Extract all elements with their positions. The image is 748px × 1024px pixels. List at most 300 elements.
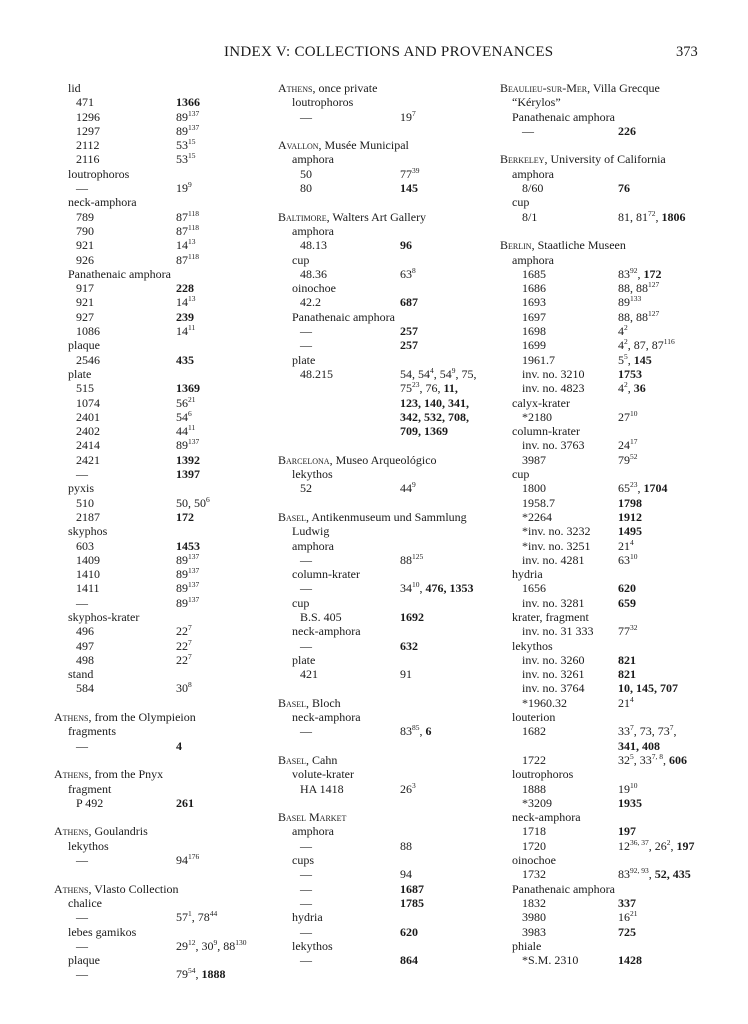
vase-type-label: lebes gamikos — [68, 924, 137, 939]
inventory-number: — — [76, 853, 88, 868]
inventory-item — [278, 553, 492, 567]
page-references: 1692 — [400, 609, 424, 624]
vase-type-label: hydria — [512, 567, 543, 582]
inventory-item — [54, 681, 254, 695]
page-references: 1369 — [176, 381, 200, 396]
page-references: $53^{15}$ — [176, 151, 196, 167]
inventory-item — [54, 438, 254, 452]
page-references: 91 — [400, 667, 412, 682]
vase-type-label: loutrophoros — [512, 767, 574, 782]
inventory-item — [54, 639, 254, 653]
vase-type-label: neck-amphora — [292, 710, 361, 725]
inventory-item — [500, 753, 720, 767]
inventory-number: 3980 — [522, 910, 546, 925]
vase-type — [278, 910, 492, 924]
vase-type — [54, 267, 254, 281]
vase-type-label: plaque — [68, 338, 100, 353]
inventory-item — [278, 610, 492, 624]
inventory-number: — — [300, 324, 312, 339]
page-references: $79^{52}$ — [618, 451, 638, 467]
vase-type — [278, 767, 492, 781]
vase-type-label: neck-amphora — [292, 624, 361, 639]
page-references: 1798 — [618, 495, 642, 510]
inventory-item — [54, 553, 254, 567]
inventory-number: *2180 — [522, 409, 552, 424]
collection-name: Baltimore, Walters Art Gallery — [278, 209, 427, 224]
inventory-number: 497 — [76, 638, 94, 653]
inventory-number: — — [300, 895, 312, 910]
collection-name: Barcelona, Museo Arqueológico — [278, 452, 437, 467]
vase-type-label: column-krater — [512, 424, 580, 439]
page-references: $30^8$ — [176, 680, 192, 696]
inventory-number: — — [300, 881, 312, 896]
vase-type — [500, 853, 720, 867]
collection-heading — [500, 81, 720, 95]
inventory-item — [54, 110, 254, 124]
collection-name: Athens, from the Olympieion — [54, 710, 196, 725]
page-references: 341, 408 — [618, 738, 660, 753]
entry-spacer — [278, 124, 492, 138]
inventory-number: 8/1 — [522, 209, 538, 224]
vase-type-label: oinochoe — [292, 281, 336, 296]
vase-type — [500, 639, 720, 653]
inventory-number: *2264 — [522, 509, 552, 524]
inventory-item — [54, 910, 254, 924]
page-references: $94^{176}$ — [176, 852, 200, 868]
vase-type-label: cup — [292, 252, 310, 267]
inventory-item — [500, 410, 720, 424]
vase-type — [278, 710, 492, 724]
inventory-number: 603 — [76, 538, 94, 553]
inventory-item — [54, 496, 254, 510]
inventory-number: 1720 — [522, 838, 546, 853]
vase-type — [500, 110, 720, 124]
inventory-number: 1958.7 — [522, 495, 555, 510]
inventory-item — [54, 581, 254, 595]
page-references: 50, $50^6$ — [176, 494, 210, 510]
entry-spacer — [500, 138, 720, 152]
inventory-item — [500, 896, 720, 910]
inventory-item — [500, 839, 720, 853]
inventory-number: B.S. 405 — [300, 609, 342, 624]
inventory-item — [278, 396, 492, 410]
inventory-number: 926 — [76, 252, 94, 267]
page-references: $14^{13}$ — [176, 294, 196, 310]
vase-type — [278, 653, 492, 667]
vase-type — [54, 524, 254, 538]
page-references: 1912 — [618, 509, 642, 524]
inventory-item — [500, 581, 720, 595]
inventory-item — [500, 910, 720, 924]
entry-spacer — [54, 867, 254, 881]
page-references: 257 — [400, 338, 418, 353]
inventory-number: 1656 — [522, 581, 546, 596]
vase-type-label: volute-krater — [292, 767, 354, 782]
page-references: $14^{11}$ — [176, 323, 196, 339]
page-references: 1687 — [400, 881, 424, 896]
vase-type — [278, 567, 492, 581]
inventory-number: — — [76, 910, 88, 925]
inventory-number: 8/60 — [522, 181, 544, 196]
page-references: 88 — [400, 838, 412, 853]
vase-type — [500, 396, 720, 410]
inventory-item — [500, 667, 720, 681]
inventory-item — [500, 953, 720, 967]
entry-spacer — [278, 438, 492, 452]
vase-type-label: column-krater — [292, 567, 360, 582]
vase-type — [278, 224, 492, 238]
inventory-item — [54, 353, 254, 367]
inventory-item — [54, 510, 254, 524]
page-references: 821 — [618, 667, 636, 682]
inventory-number: — — [76, 967, 88, 982]
inventory-number: — — [76, 467, 88, 482]
vase-type-label: “Kérylos” — [512, 95, 561, 110]
inventory-item — [54, 181, 254, 195]
vase-type — [54, 896, 254, 910]
inventory-item — [500, 267, 720, 281]
vase-type-label: plate — [292, 352, 316, 367]
page-references: $87^{118}$ — [176, 222, 199, 238]
vase-type — [500, 195, 720, 209]
inventory-number: 1682 — [522, 724, 546, 739]
inventory-item — [500, 824, 720, 838]
inventory-item — [54, 424, 254, 438]
inventory-item — [54, 624, 254, 638]
index-column-1 — [54, 81, 254, 982]
page-references: $57^1$, $78^{44}$ — [176, 909, 218, 925]
inventory-number: 789 — [76, 209, 94, 224]
page-references: 145 — [400, 181, 418, 196]
inventory-item — [500, 210, 720, 224]
inventory-item — [500, 124, 720, 138]
vase-type — [278, 95, 492, 109]
page-references: 96 — [400, 238, 412, 253]
vase-type-label: stand — [68, 667, 94, 682]
vase-type — [500, 610, 720, 624]
inventory-number: — — [300, 838, 312, 853]
inventory-number: 515 — [76, 381, 94, 396]
page-references: 1366 — [176, 95, 200, 110]
page-references: $21^4$ — [618, 537, 634, 553]
page-references: 88, $88^{127}$ — [618, 280, 660, 296]
vase-type-label: amphora — [512, 166, 554, 181]
inventory-item — [278, 267, 492, 281]
vase-type-label: phiale — [512, 938, 542, 953]
inventory-item — [500, 338, 720, 352]
vase-type — [278, 853, 492, 867]
inventory-item — [54, 138, 254, 152]
collection-name: Beaulieu-sur-Mer, Villa Grecque — [500, 81, 660, 95]
vase-type-label: amphora — [292, 538, 334, 553]
page-references: $22^7$ — [176, 651, 192, 667]
inventory-item — [500, 867, 720, 881]
page-references: $89^{137}$ — [176, 437, 200, 453]
vase-type — [500, 467, 720, 481]
inventory-number: 1685 — [522, 266, 546, 281]
inventory-number: 1697 — [522, 309, 546, 324]
vase-type-label: Panathenaic amphora — [512, 109, 615, 124]
inventory-item — [500, 739, 720, 753]
inventory-item — [500, 925, 720, 939]
inventory-item — [500, 281, 720, 295]
entry-spacer — [278, 195, 492, 209]
page-title: INDEX V: COLLECTIONS AND PROVENANCES — [224, 44, 554, 60]
inventory-number: — — [300, 724, 312, 739]
inventory-number: inv. no. 3210 — [522, 366, 585, 381]
inventory-item — [54, 210, 254, 224]
inventory-number: — — [300, 924, 312, 939]
inventory-number: 48.215 — [300, 366, 333, 381]
vase-type-label: krater, fragment — [512, 609, 589, 624]
page-references: $83^{92}$, 172 — [618, 265, 662, 281]
page-references: $29^{12}$, $30^9$, $88^{130}$ — [176, 937, 247, 953]
vase-type — [278, 939, 492, 953]
vase-type — [500, 95, 720, 109]
vase-type — [500, 567, 720, 581]
vase-type — [278, 596, 492, 610]
vase-type — [278, 524, 492, 538]
inventory-number: 921 — [76, 238, 94, 253]
vase-type — [54, 367, 254, 381]
page-references: 1428 — [618, 953, 642, 968]
inventory-item — [500, 453, 720, 467]
vase-type-label: plate — [68, 366, 92, 381]
page-references: $89^{137}$ — [176, 580, 200, 596]
vase-type-label: loutrophoros — [292, 95, 354, 110]
page-references: $44^{11}$ — [176, 423, 196, 439]
page-references: $4^2$ — [618, 323, 628, 339]
page-references: $21^4$ — [618, 694, 634, 710]
inventory-number: 927 — [76, 309, 94, 324]
vase-type-label: skyphos — [68, 524, 108, 539]
vase-type — [278, 539, 492, 553]
collection-name: Berlin, Staatliche Museen — [500, 238, 626, 253]
inventory-number: 2401 — [76, 409, 100, 424]
inventory-item — [500, 438, 720, 452]
inventory-item — [278, 925, 492, 939]
inventory-number: 3983 — [522, 924, 546, 939]
inventory-number: 917 — [76, 281, 94, 296]
vase-type-label: plaque — [68, 953, 100, 968]
vase-type-label: amphora — [292, 223, 334, 238]
page-references: 864 — [400, 953, 418, 968]
page-references: $22^7$ — [176, 637, 192, 653]
page-references: 1935 — [618, 795, 642, 810]
page-references: $4^2$, 87, $87^{116}$ — [618, 337, 675, 353]
inventory-item — [500, 624, 720, 638]
inventory-number: 1832 — [522, 895, 546, 910]
collection-name: Berkeley, University of California — [500, 152, 666, 167]
inventory-item — [54, 152, 254, 166]
inventory-number: 2116 — [76, 152, 100, 167]
inventory-item — [500, 353, 720, 367]
inventory-item — [500, 524, 720, 538]
index-column-2 — [278, 81, 492, 967]
inventory-number: — — [300, 953, 312, 968]
vase-type — [54, 953, 254, 967]
page-references: 10, 145, 707 — [618, 681, 678, 696]
vase-type-label: cup — [512, 467, 530, 482]
page-references: 1753 — [618, 366, 642, 381]
page-references: $89^{137}$ — [176, 108, 200, 124]
page-references: 1392 — [176, 452, 200, 467]
entry-spacer — [278, 739, 492, 753]
inventory-item — [500, 510, 720, 524]
inventory-item — [54, 653, 254, 667]
inventory-number: — — [76, 938, 88, 953]
inventory-item — [278, 882, 492, 896]
inventory-number: — — [76, 181, 88, 196]
page-references: 337 — [618, 895, 636, 910]
inventory-item — [54, 467, 254, 481]
vase-type-label: plate — [292, 652, 316, 667]
vase-type — [278, 824, 492, 838]
page-references: 12$^{36, 37}$, $26^2$, 197 — [618, 837, 695, 853]
entry-spacer — [278, 681, 492, 695]
inventory-item — [54, 853, 254, 867]
page-references: 659 — [618, 595, 636, 610]
inventory-item — [278, 324, 492, 338]
page-references: $32^5$, 33$^{7, 8}$, 606 — [618, 751, 687, 767]
vase-type-label: amphora — [292, 824, 334, 839]
page-references: 821 — [618, 652, 636, 667]
vase-type — [278, 467, 492, 481]
inventory-number: *S.M. 2310 — [522, 953, 579, 968]
vase-type — [500, 810, 720, 824]
inventory-number: *inv. no. 3232 — [522, 524, 591, 539]
vase-type-label: Panathenaic amphora — [68, 266, 171, 281]
collection-name: Athens, Vlasto Collection — [54, 881, 179, 896]
inventory-item — [500, 324, 720, 338]
inventory-item — [500, 496, 720, 510]
vase-type-label: lid — [68, 81, 81, 95]
page-references: $89^{137}$ — [176, 551, 200, 567]
inventory-number: P 492 — [76, 795, 104, 810]
vase-type — [54, 81, 254, 95]
inventory-number: 471 — [76, 95, 94, 110]
inventory-item — [278, 867, 492, 881]
inventory-item — [500, 724, 720, 738]
inventory-item — [278, 410, 492, 424]
collection-name: Athens, Goulandris — [54, 824, 148, 839]
inventory-number: 1296 — [76, 109, 100, 124]
vase-type-label: neck-amphora — [68, 195, 137, 210]
inventory-item — [54, 238, 254, 252]
inventory-item — [54, 95, 254, 109]
inventory-number: 2546 — [76, 352, 100, 367]
vase-type-label: cup — [512, 195, 530, 210]
inventory-item — [500, 796, 720, 810]
inventory-item — [54, 396, 254, 410]
inventory-item — [500, 381, 720, 395]
inventory-item — [500, 181, 720, 195]
inventory-item — [500, 782, 720, 796]
collection-heading — [54, 767, 254, 781]
vase-type — [54, 338, 254, 352]
collection-name: Basel, Bloch — [278, 695, 341, 710]
page-references: 172 — [176, 509, 194, 524]
page-references: 709, 1369 — [400, 424, 448, 439]
page-number: 373 — [676, 44, 698, 60]
inventory-item — [54, 967, 254, 981]
inventory-item — [278, 839, 492, 853]
inventory-number: 421 — [300, 667, 318, 682]
inventory-number: 2402 — [76, 424, 100, 439]
vase-type — [54, 195, 254, 209]
inventory-number: 584 — [76, 681, 94, 696]
collection-heading — [278, 696, 492, 710]
inventory-item — [278, 238, 492, 252]
page-references: 197 — [618, 824, 636, 839]
page-references: 1785 — [400, 895, 424, 910]
page-references: 435 — [176, 352, 194, 367]
page-references: 257 — [400, 324, 418, 339]
page-references: 725 — [618, 924, 636, 939]
page-references: $88^{125}$ — [400, 551, 424, 567]
inventory-number: 1800 — [522, 481, 546, 496]
page-references: $89^{133}$ — [618, 294, 642, 310]
inventory-number: 1409 — [76, 552, 100, 567]
collection-heading — [54, 882, 254, 896]
inventory-item — [278, 953, 492, 967]
vase-type-label: lekythos — [292, 467, 333, 482]
page-references: $79^{54}$, 1888 — [176, 966, 226, 982]
vase-type-label: amphora — [512, 252, 554, 267]
inventory-number: *1960.32 — [522, 695, 567, 710]
page-references: $16^{21}$ — [618, 909, 638, 925]
vase-type-label: lekythos — [292, 938, 333, 953]
page-references: $77^{39}$ — [400, 165, 420, 181]
inventory-number: — — [300, 552, 312, 567]
vase-type — [278, 281, 492, 295]
inventory-number: — — [300, 338, 312, 353]
entry-spacer — [54, 696, 254, 710]
inventory-item — [54, 410, 254, 424]
inventory-item — [278, 110, 492, 124]
inventory-number: 510 — [76, 495, 94, 510]
page-references: 123, 140, 341, — [400, 395, 469, 410]
page-references: $14^{13}$ — [176, 237, 196, 253]
inventory-item — [54, 381, 254, 395]
inventory-number: 498 — [76, 652, 94, 667]
entry-spacer — [500, 224, 720, 238]
inventory-number: 1888 — [522, 781, 546, 796]
page-references: 83$^{92, 93}$, 52, 435 — [618, 866, 691, 882]
vase-type-label: calyx-krater — [512, 395, 570, 410]
vase-type — [54, 839, 254, 853]
inventory-item — [500, 596, 720, 610]
page-references: 228 — [176, 281, 194, 296]
page-references: $34^{10}$, 476, 1353 — [400, 580, 474, 596]
inventory-item — [278, 381, 492, 395]
inventory-item — [278, 424, 492, 438]
inventory-number: 2414 — [76, 438, 100, 453]
collection-name: Basel Market — [278, 810, 347, 825]
inventory-item — [278, 167, 492, 181]
inventory-item — [54, 253, 254, 267]
vase-type — [278, 152, 492, 166]
inventory-number: 80 — [300, 181, 312, 196]
inventory-number: inv. no. 3763 — [522, 438, 585, 453]
vase-type — [500, 424, 720, 438]
vase-type — [278, 624, 492, 638]
page-references: $19^7$ — [400, 108, 416, 124]
vase-type — [278, 253, 492, 267]
vase-type — [54, 782, 254, 796]
inventory-number: 1722 — [522, 752, 546, 767]
collection-heading — [278, 810, 492, 824]
